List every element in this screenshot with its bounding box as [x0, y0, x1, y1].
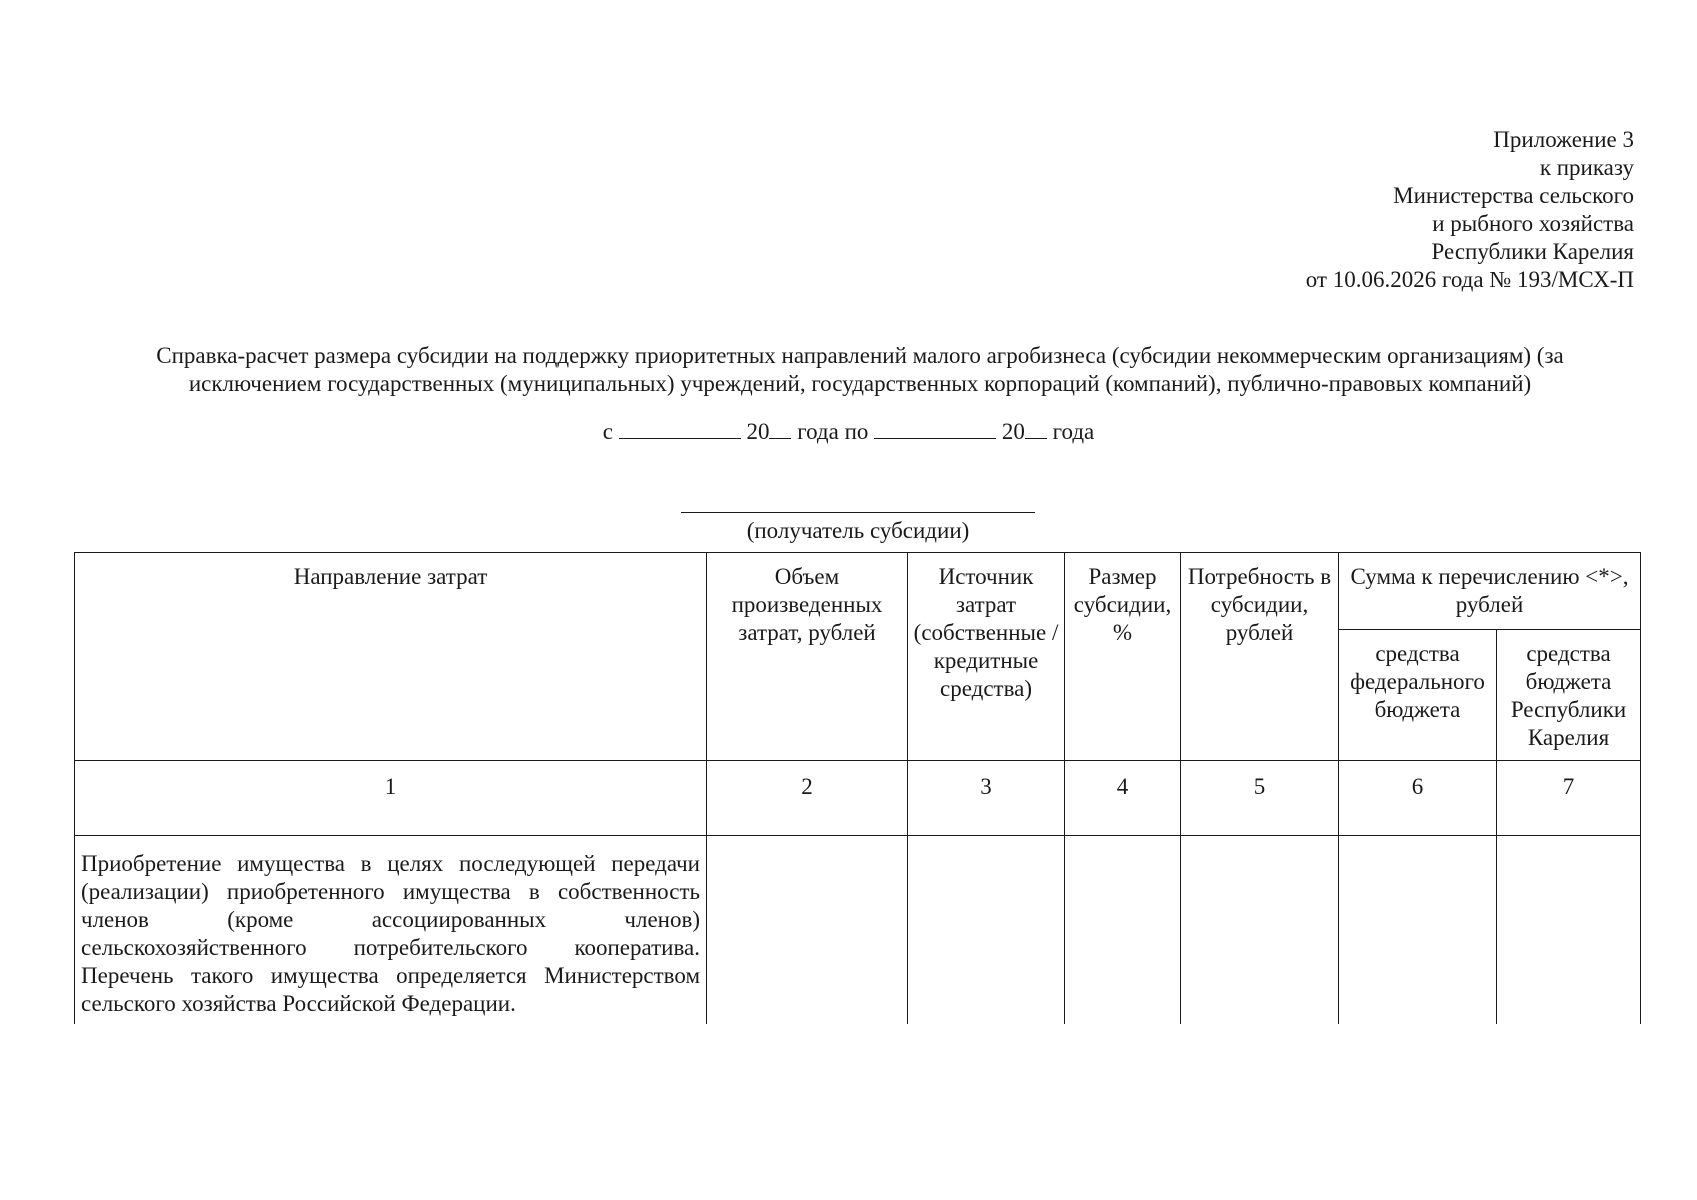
- appendix-line: Министерства сельского: [1393, 183, 1634, 208]
- header-subsidy-rate: Размер субсидии, %: [1065, 553, 1181, 761]
- document-title-line-2: исключением государственных (муниципальных) учреждений, государственных корпораций (компаний), публично-правовых компаний): [188, 371, 1532, 396]
- period-middle-label: года по: [797, 419, 869, 444]
- period-from-label: с: [602, 419, 613, 444]
- reporting-period: [0, 418, 1697, 446]
- column-number: 7: [1497, 761, 1641, 836]
- appendix-line: от 10.06.2026 года № 193/МСХ-П: [1305, 267, 1634, 292]
- appendix-line: Приложение 3: [1493, 127, 1634, 152]
- period-start-year-blank[interactable]: [769, 418, 791, 439]
- column-number: 1: [75, 761, 707, 836]
- period-end-date-blank[interactable]: [874, 418, 996, 439]
- header-regional-budget: средства бюджета Республики Карелия: [1497, 630, 1641, 761]
- costs-volume-cell[interactable]: [707, 836, 908, 1025]
- period-end-year-blank[interactable]: [1025, 418, 1047, 439]
- appendix-line: и рыбного хозяйства: [1432, 211, 1634, 236]
- header-transfer-amount: Сумма к перечислению <*>, рублей: [1339, 553, 1641, 630]
- expense-direction-cell: [75, 836, 707, 1025]
- appendix-line: Республики Карелия: [1431, 239, 1634, 264]
- column-number: 2: [707, 761, 908, 836]
- federal-budget-cell[interactable]: [1339, 836, 1497, 1025]
- column-number-row: [75, 761, 1641, 836]
- header-expense-direction: Направление затрат: [75, 553, 707, 761]
- column-number: 6: [1339, 761, 1497, 836]
- table-row: [75, 836, 1641, 1025]
- subsidy-calculation-table: [74, 552, 1641, 1024]
- period-end-label: года: [1052, 419, 1095, 444]
- expense-direction-text: Приобретение имущества в целях последующей передачи (реализации) приобретенного имущества в собственность членов (кроме ассоциированных членов) сельскохозяйственного потребительского кооператива. Перечень такого имущества определяется Министерством сельского хозяйства Российской Федерации.: [81, 851, 700, 1016]
- column-number: 5: [1181, 761, 1339, 836]
- subsidy-rate-cell[interactable]: [1065, 836, 1181, 1025]
- header-federal-budget: средства федерального бюджета: [1339, 630, 1497, 761]
- recipient-blank-line[interactable]: [681, 512, 1035, 513]
- header-cost-source: Источник затрат (собственные / кредитные средства): [908, 553, 1065, 761]
- document-title: [80, 342, 1640, 398]
- period-start-date-blank[interactable]: [619, 418, 741, 439]
- header-costs-volume: Объем произведенных затрат, рублей: [707, 553, 908, 761]
- cost-source-cell[interactable]: [908, 836, 1065, 1025]
- appendix-line: к приказу: [1539, 155, 1634, 180]
- column-number: 3: [908, 761, 1065, 836]
- period-year-prefix-end: 20: [1001, 419, 1025, 444]
- header-subsidy-need: Потребность в субсидии, рублей: [1181, 553, 1339, 761]
- column-number: 4: [1065, 761, 1181, 836]
- regional-budget-cell[interactable]: [1497, 836, 1641, 1025]
- appendix-reference: [1306, 126, 1634, 294]
- document-title-line-1: Справка-расчет размера субсидии на поддержку приоритетных направлений малого агробизнеса (субсидии некоммерческим организациям) (за: [156, 343, 1564, 368]
- period-year-prefix-start: 20: [746, 419, 770, 444]
- recipient-caption: (получатель субсидии): [746, 518, 970, 543]
- subsidy-need-cell[interactable]: [1181, 836, 1339, 1025]
